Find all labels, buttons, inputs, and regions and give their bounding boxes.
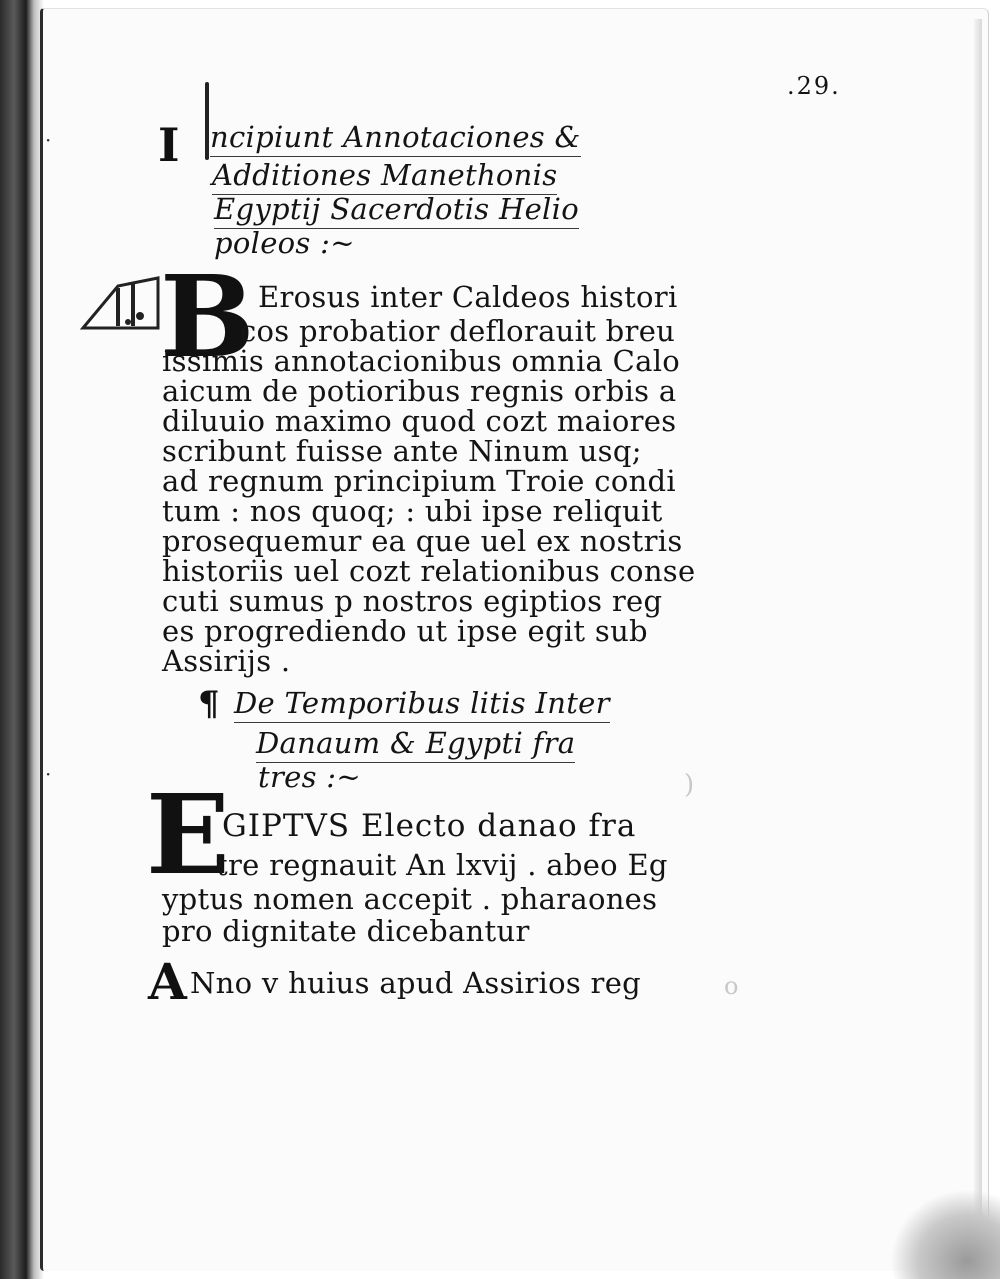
margin-dot: · (45, 128, 52, 152)
folio-number: .29. (787, 72, 841, 100)
section3-initial-A: A (148, 952, 187, 1011)
text-line: scribunt fuisse ante Ninum usq; (162, 434, 642, 468)
rubric-paragraph-mark: ¶ (198, 684, 220, 724)
heading-initial: I (158, 118, 180, 172)
text-line: diluuio maximo quod cozt maiores (162, 404, 677, 438)
ink-bleed-mark: o (724, 972, 739, 1000)
text-line: Erosus inter Caldeos histori (258, 280, 678, 314)
text-line: ad regnum principium Troie condi (162, 464, 676, 498)
heading-line-2: Additiones Manethonis (212, 158, 557, 195)
text-line: tre regnauit An lxvij . abeo Eg (216, 848, 668, 882)
initial-ascender (205, 82, 209, 160)
heading-line-3: Egyptij Sacerdotis Helio (214, 192, 579, 229)
text-line: cuti sumus p nostros egiptios reg (162, 584, 663, 618)
text-line: historiis uel cozt relationibus conse (162, 554, 696, 588)
text-line: cos probatior deflorauit breu (240, 314, 676, 348)
text-line: yptus nomen accepit . pharaones (162, 882, 658, 916)
heading-line-1: ncipiunt Annotaciones & (210, 120, 581, 157)
margin-dot: · (45, 762, 52, 786)
page-edge (974, 19, 982, 1277)
section2-initial-E: E (146, 770, 230, 899)
section1-initial-B: B (160, 252, 255, 383)
text-line: Assirijs . (162, 644, 291, 678)
ink-bleed-mark: ) (684, 770, 695, 800)
text-line: Nno v huius apud Assirios reg (190, 966, 642, 1000)
text-line: GIPTVS Electo danao fra (222, 808, 637, 844)
text-line: prosequemur ea que uel ex nostris (162, 524, 683, 558)
thumb-shadow (890, 1189, 1000, 1279)
rubric-line-2: Danaum & Egypti fra (256, 726, 575, 763)
book-binding (0, 0, 44, 1279)
text-line: tum : nos quoq; : ubi ipse reliquit (162, 494, 663, 528)
text-line: pro dignitate dicebantur (162, 914, 530, 948)
heading-line-4: poleos :~ (214, 226, 355, 260)
text-line: aicum de potioribus regnis orbis a (162, 374, 677, 408)
text-line: issimis annotacionibus omnia Calo (162, 344, 681, 378)
rubric-line-1: De Temporibus litis Inter (234, 686, 610, 723)
text-line: es progrediendo ut ipse egit sub (162, 614, 648, 648)
rubric-line-3: tres :~ (258, 760, 361, 794)
